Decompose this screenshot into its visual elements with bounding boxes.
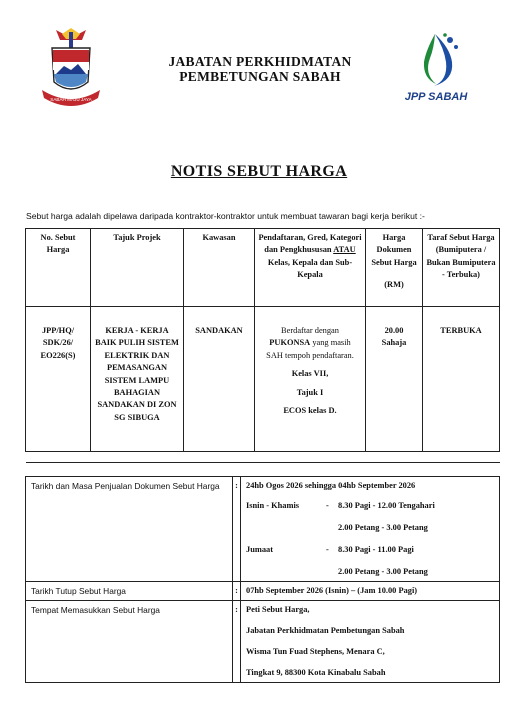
header-price-label: Harga Dokumen Sebut Harga xyxy=(371,233,417,267)
header-status: Taraf Sebut Harga (Bumiputera / Bukan Bumiputera - Terbuka) xyxy=(423,229,500,307)
submission-colon: : xyxy=(233,601,241,683)
header-registration-a: Pendaftaran, Gred, Kategori dan Pengkhususan xyxy=(258,233,362,255)
agency-name-line2: PEMBETUNGAN SABAH xyxy=(179,69,341,84)
friday-slot2: 2.00 Petang - 3.00 Petang xyxy=(338,567,428,576)
friday-label: Jumaat xyxy=(246,545,273,554)
friday-slot1: 8.30 Pagi - 11.00 Pagi xyxy=(338,545,414,554)
closing-date-row xyxy=(26,582,500,601)
status: TERBUKA xyxy=(423,307,500,452)
document-price-note: Sahaja xyxy=(381,338,407,348)
details-table xyxy=(25,476,500,683)
table-row xyxy=(26,307,500,452)
table-spacer-row xyxy=(26,452,500,463)
header-registration xyxy=(255,229,366,307)
header-price-unit: (RM) xyxy=(384,280,404,290)
sabah-crest-logo xyxy=(38,26,104,112)
jpp-sabah-logo-icon xyxy=(404,28,466,90)
header-area: Kawasan xyxy=(184,229,255,307)
address-line: Jabatan Perkhidmatan Pembetungan Sabah xyxy=(246,626,405,635)
address-line: Peti Sebut Harga, xyxy=(246,605,310,614)
sale-colon: : xyxy=(233,477,241,582)
agency-name-line1: JABATAN PERKHIDMATAN xyxy=(168,54,352,69)
quotation-no: JPP/HQ/ SDK/26/ EO226(S) xyxy=(26,307,91,452)
friday-dash: - xyxy=(326,545,329,554)
quotation-table xyxy=(25,228,500,463)
closing-colon: : xyxy=(233,582,241,601)
address-line: Tingkat 9, 88300 Kota Kinabalu Sabah xyxy=(246,668,386,677)
sale-period-value xyxy=(241,477,500,582)
weekday-slot1: 8.30 Pagi - 12.00 Tengahari xyxy=(338,501,435,510)
notice-intro: Sebut harga adalah dipelawa daripada kontraktor-kontraktor untuk membuat tawaran bagi kerja berikut :- xyxy=(26,211,425,221)
weekday-slot2: 2.00 Petang - 3.00 Petang xyxy=(338,523,428,532)
header-registration-or: ATAU xyxy=(333,245,356,255)
area: SANDAKAN xyxy=(184,307,255,452)
closing-date-value: 07hb September 2026 (Isnin) – (Jam 10.00 Pagi) xyxy=(241,582,500,601)
weekday-label: Isnin - Khamis xyxy=(246,501,300,510)
registration-line1: Berdaftar dengan xyxy=(281,326,339,335)
submission-place-row xyxy=(26,601,500,683)
registration-line2: SAH tempoh pendaftaran. xyxy=(266,350,354,360)
sale-period-label: Tarikh dan Masa Penjualan Dokumen Sebut Harga xyxy=(26,477,233,582)
document-price-value: 20.00 xyxy=(384,326,404,335)
sale-dates: 24hb Ogos 2026 sehingga 04hb September 2026 xyxy=(246,481,416,490)
registration-line1b: yang masih xyxy=(312,338,351,348)
document-price xyxy=(366,307,423,452)
registration-pukonsa: PUKONSA xyxy=(269,338,311,348)
header-registration-b: Kelas, Kepala dan Sub-Kepala xyxy=(267,257,353,280)
project-title: KERJA - KERJA BAIK PULIH SISTEM ELEKTRIK DAN PEMASANGAN SISTEM LAMPU BAHAGIAN SANDAKAN DI ZON SG SIBUGA xyxy=(91,307,184,452)
header-project-title: Tajuk Projek xyxy=(91,229,184,307)
weekday-dash: - xyxy=(326,501,329,510)
crest-banner-text: SABAH MAJU JAYA xyxy=(50,97,92,102)
agency-name xyxy=(120,54,400,84)
registration-tajuk: Tajuk I xyxy=(296,387,324,397)
notice-title: NOTIS SEBUT HARGA xyxy=(170,163,348,180)
registration xyxy=(255,307,366,452)
sale-period-row xyxy=(26,477,500,582)
submission-address xyxy=(241,601,500,683)
jpp-sabah-logo-text: JPP SABAH xyxy=(404,91,468,103)
header-document-price xyxy=(366,229,423,307)
submission-place-label: Tempat Memasukkan Sebut Harga xyxy=(26,601,233,683)
header-quotation-no: No. Sebut Harga xyxy=(26,229,91,307)
table-header-row xyxy=(26,229,500,307)
registration-class: Kelas VII, xyxy=(291,369,329,379)
closing-date-label: Tarikh Tutup Sebut Harga xyxy=(26,582,233,601)
sale-schedule xyxy=(246,500,494,578)
registration-ecos: ECOS kelas D. xyxy=(283,406,337,416)
address-line: Wisma Tun Fuad Stephens, Menara C, xyxy=(246,647,385,656)
